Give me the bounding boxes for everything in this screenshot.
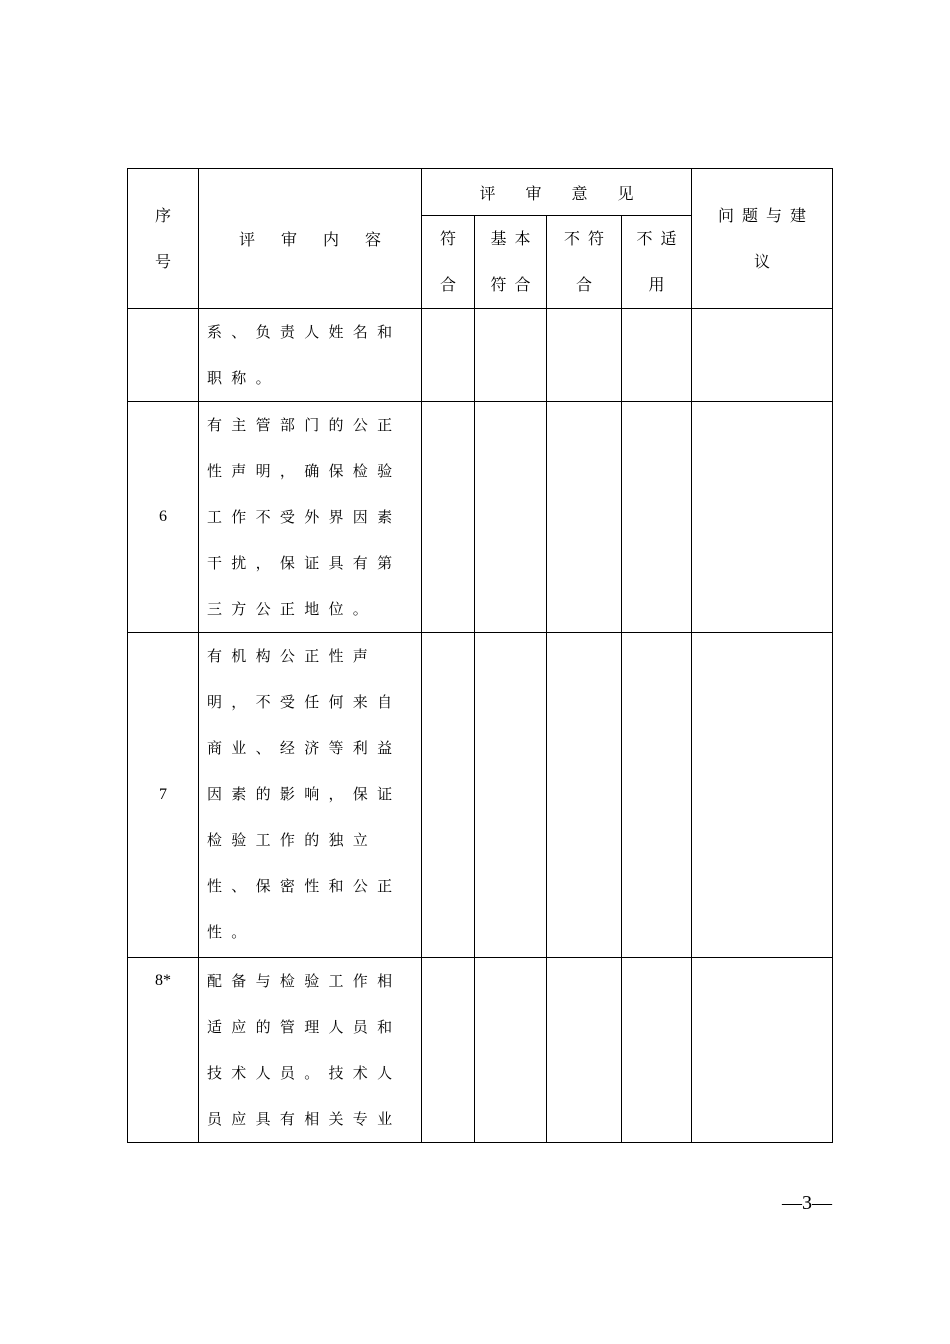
cell-not-applicable[interactable] (622, 957, 692, 1142)
content-line: 明，不受任何来自 (207, 693, 402, 712)
header-sub-line: 基本 (490, 229, 539, 249)
header-opinion-label: 评审意见 (479, 183, 664, 203)
cell-issues[interactable] (692, 309, 833, 402)
table-row (128, 633, 833, 957)
content-line: 性声明，确保检验 (207, 462, 402, 481)
cell-conform[interactable] (422, 633, 475, 957)
row-content (199, 957, 422, 1142)
header-sub-line: 符合 (490, 275, 539, 295)
row-content (199, 402, 422, 633)
row-content (199, 633, 422, 957)
header-issue (692, 169, 833, 309)
content-line: 系、负责人姓名和 (207, 323, 402, 342)
content-line: 配备与检验工作相 (207, 971, 402, 990)
row-number: 7 (128, 633, 199, 957)
header-sub-line: 用 (648, 275, 673, 295)
cell-nonconform[interactable] (547, 402, 622, 633)
review-table (127, 168, 833, 1143)
header-sub-line: 合 (575, 275, 600, 295)
table-row (128, 309, 833, 402)
header-content (199, 169, 422, 309)
cell-basic-conform[interactable] (475, 402, 547, 633)
cell-not-applicable[interactable] (622, 633, 692, 957)
row-number: 8* (128, 957, 199, 1142)
page-number: —3— (782, 1192, 832, 1214)
cell-nonconform[interactable] (547, 957, 622, 1142)
content-line: 性。 (207, 923, 256, 942)
content-line: 检验工作的独立 (207, 831, 378, 850)
cell-conform[interactable] (422, 309, 475, 402)
header-sub-line: 不适 (636, 229, 685, 249)
cell-basic-conform[interactable] (475, 957, 547, 1142)
cell-basic-conform[interactable] (475, 309, 547, 402)
header-sub-nonconform (547, 216, 622, 309)
header-sub-basic (475, 216, 547, 309)
table-row (128, 402, 833, 633)
content-line: 商业、经济等利益 (207, 739, 402, 758)
content-line: 因素的影响，保证 (207, 785, 402, 804)
header-sub-line: 符 (439, 229, 456, 249)
header-content-label: 评审内容 (238, 230, 407, 250)
table-row (128, 957, 833, 1142)
content-line: 三方公正地位。 (207, 600, 378, 619)
cell-issues[interactable] (692, 633, 833, 957)
cell-not-applicable[interactable] (622, 402, 692, 633)
content-line: 工作不受外界因素 (207, 508, 402, 527)
cell-issues[interactable] (692, 957, 833, 1142)
cell-basic-conform[interactable] (475, 633, 547, 957)
cell-conform[interactable] (422, 402, 475, 633)
content-line: 有机构公正性声 (207, 647, 378, 666)
content-line: 技术人员。技术人 (207, 1063, 402, 1082)
header-sub-line: 不符 (563, 229, 612, 249)
header-seq-line: 序 (154, 205, 171, 225)
header-sub-line: 合 (439, 275, 456, 295)
header-sub-conform (422, 216, 475, 309)
cell-not-applicable[interactable] (622, 309, 692, 402)
row-content (199, 309, 422, 402)
content-line: 员应具有相关专业 (207, 1109, 402, 1128)
header-seq (128, 169, 199, 309)
cell-conform[interactable] (422, 957, 475, 1142)
content-line: 干扰，保证具有第 (207, 554, 402, 573)
content-line: 有主管部门的公正 (207, 416, 402, 435)
content-line: 适应的管理人员和 (207, 1017, 402, 1036)
row-number: 6 (128, 402, 199, 633)
header-opinion (422, 169, 692, 216)
cell-nonconform[interactable] (547, 633, 622, 957)
content-line: 性、保密性和公正 (207, 877, 402, 896)
row-number (128, 309, 199, 402)
header-issue-line: 议 (754, 251, 771, 271)
header-issue-line: 问题与建 (718, 205, 815, 225)
content-line: 职称。 (207, 369, 280, 388)
header-sub-na (622, 216, 692, 309)
header-seq-line: 号 (154, 251, 171, 271)
cell-nonconform[interactable] (547, 309, 622, 402)
cell-issues[interactable] (692, 402, 833, 633)
